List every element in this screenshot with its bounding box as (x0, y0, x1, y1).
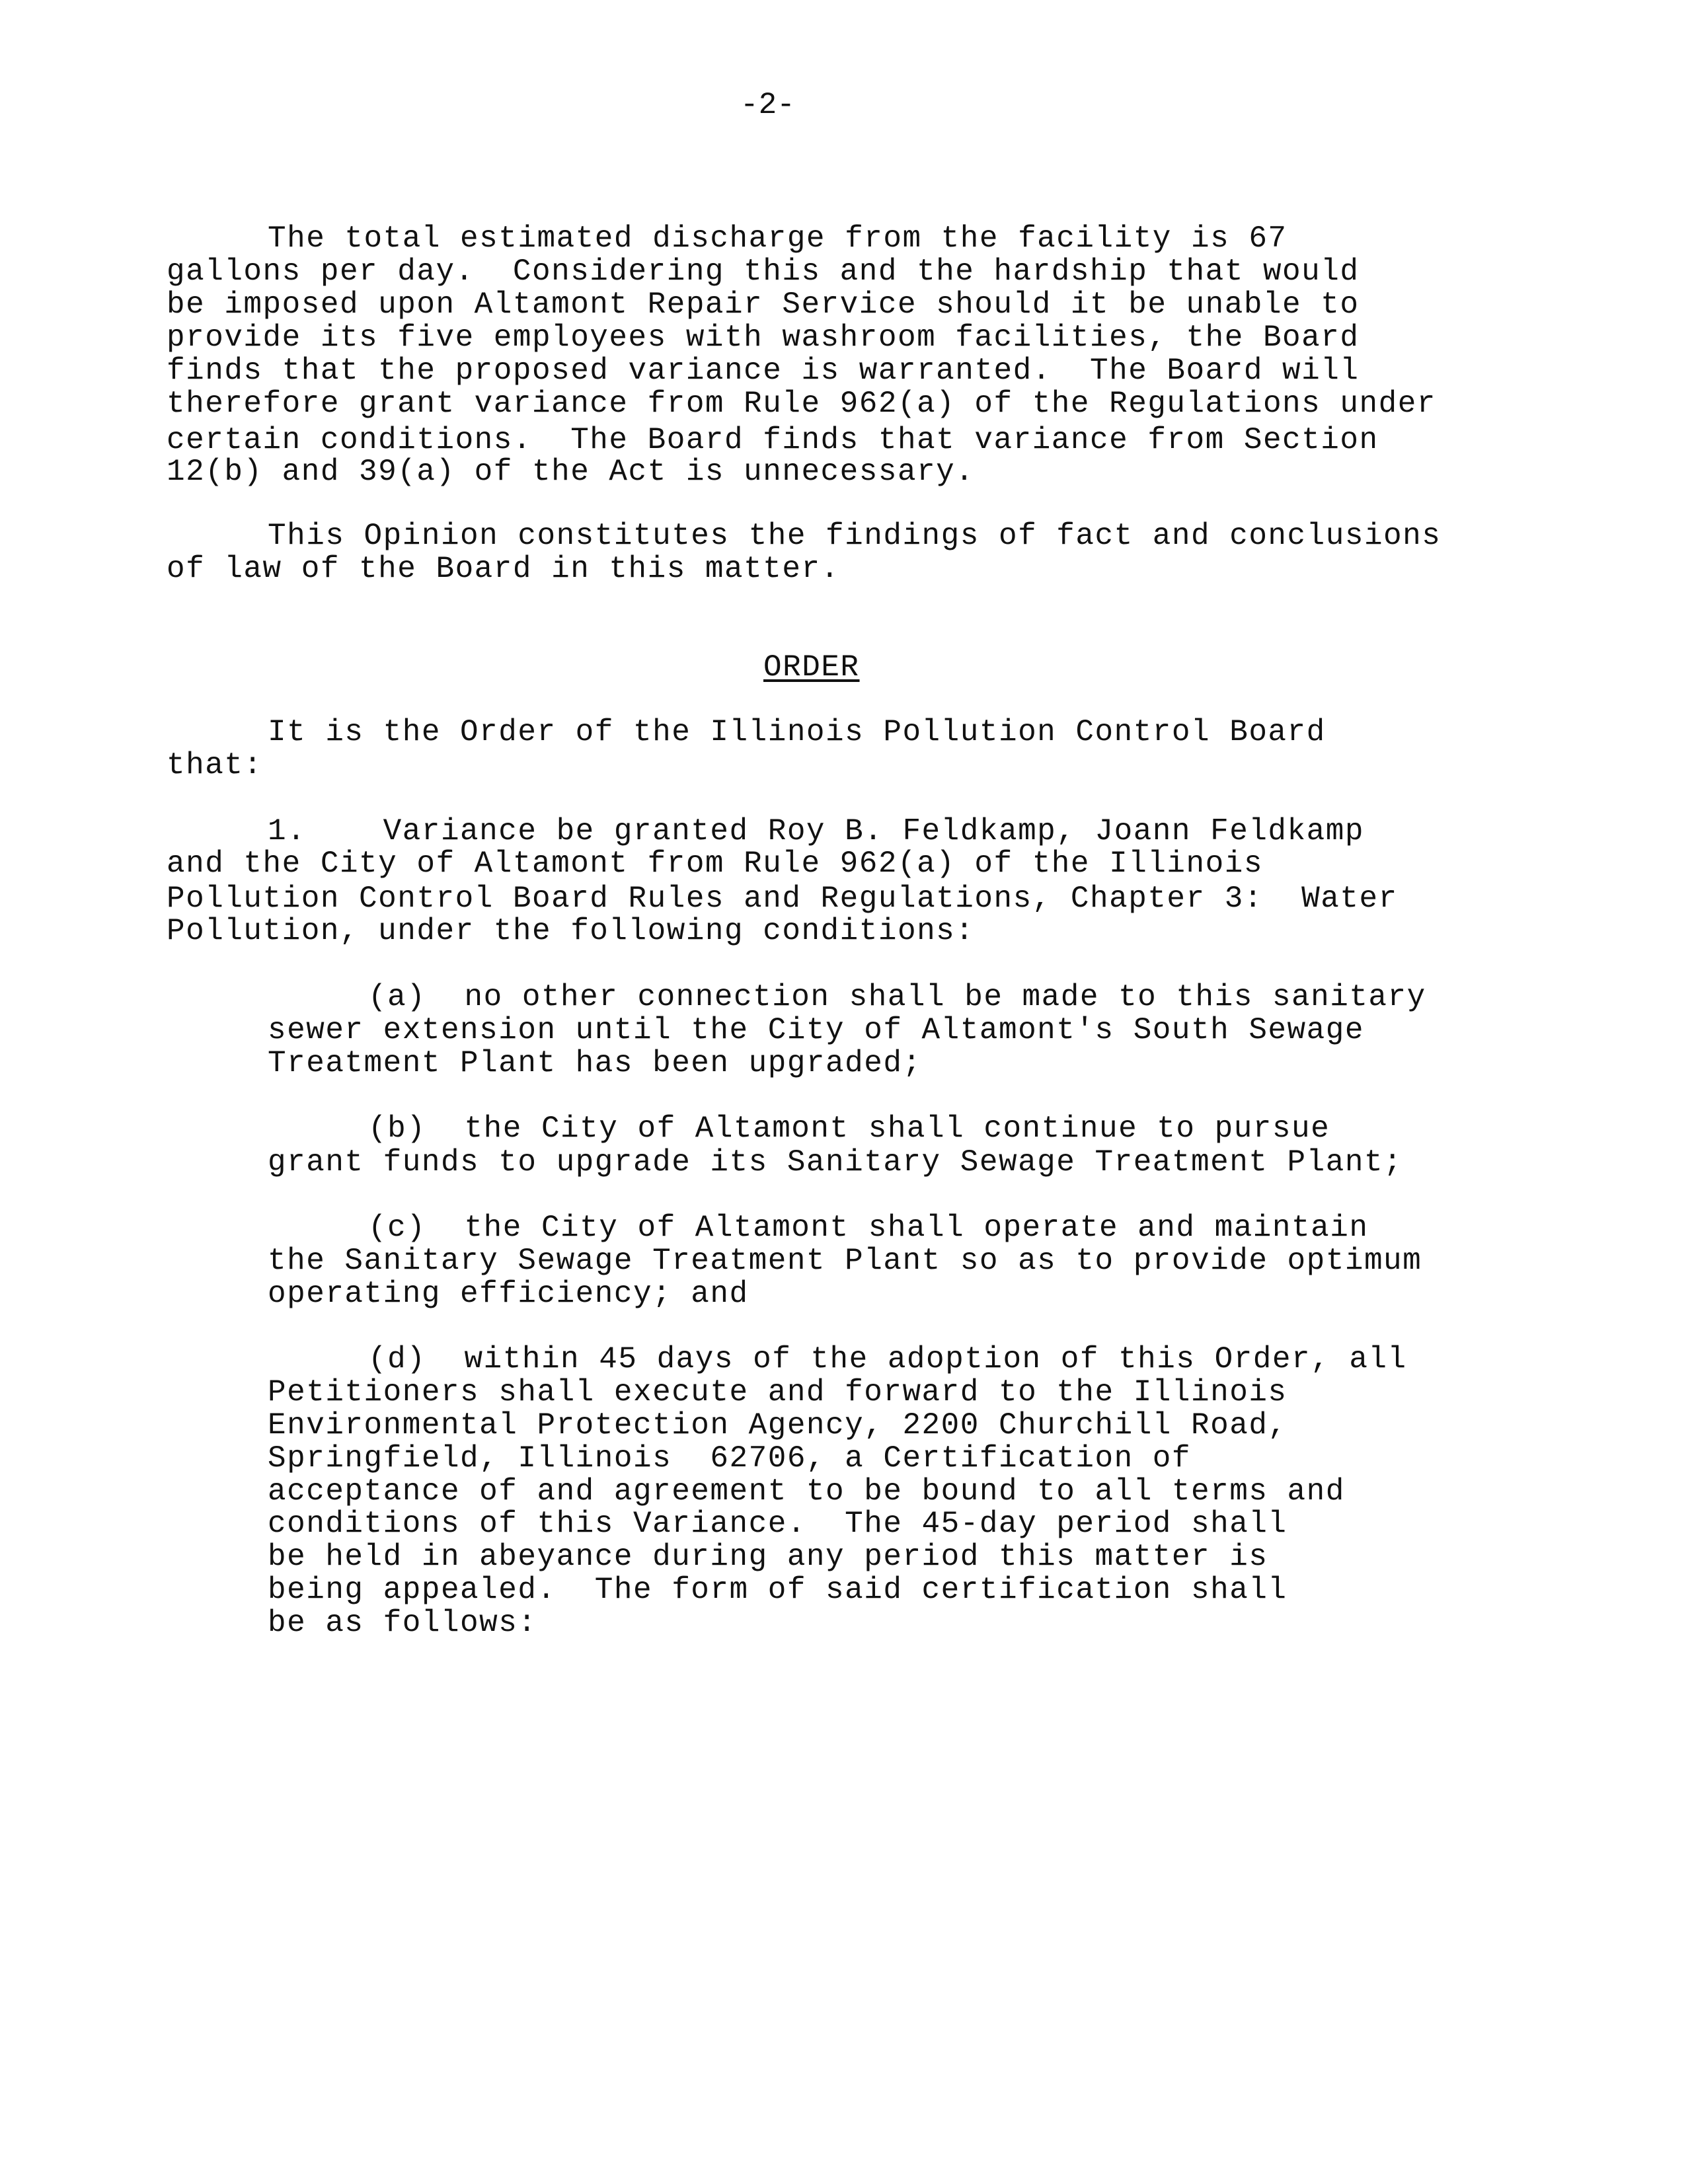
order-intro-line: It is the Order of the Illinois Pollution Control Board (268, 715, 1326, 749)
paragraph-1-line: provide its five employees with washroom facilities, the Board (167, 320, 1360, 355)
condition-b-line: grant funds to upgrade its Sanitary Sewage Treatment Plant; (268, 1145, 1403, 1180)
condition-c-line: (c) the City of Altamont shall operate and maintain (368, 1211, 1369, 1245)
paragraph-1-line: therefore grant variance from Rule 962(a) of the Regulations under (167, 387, 1436, 421)
condition-d-line: Petitioners shall execute and forward to the Illinois (268, 1375, 1288, 1410)
condition-a-line: sewer extension until the City of Altamont's South Sewage (268, 1013, 1364, 1047)
order-item-1-line: 1. Variance be granted Roy B. Feldkamp, Joann Feldkamp (268, 814, 1364, 848)
condition-d-line: Environmental Protection Agency, 2200 Churchill Road, (268, 1408, 1288, 1443)
condition-d-line: being appealed. The form of said certification shall (268, 1573, 1288, 1607)
condition-b-line: (b) the City of Altamont shall continue to pursue (368, 1111, 1330, 1146)
condition-d-line: be held in abeyance during any period this matter is (268, 1540, 1268, 1574)
order-heading: ORDER (763, 650, 860, 685)
paragraph-1-line: finds that the proposed variance is warranted. The Board will (167, 354, 1360, 388)
paragraph-1-line: The total estimated discharge from the facility is 67 (268, 221, 1288, 256)
page-number: -2- (740, 88, 795, 122)
order-intro-line: that: (167, 748, 263, 782)
order-item-1-line: Pollution, under the following conditions: (167, 914, 975, 948)
condition-c-line: the Sanitary Sewage Treatment Plant so as to provide optimum (268, 1244, 1422, 1278)
paragraph-1-line: be imposed upon Altamont Repair Service should it be unable to (167, 287, 1360, 322)
paragraph-2-line: This Opinion constitutes the findings of fact and conclusions (268, 519, 1442, 553)
order-item-1-line: Pollution Control Board Rules and Regulations, Chapter 3: Water (167, 882, 1398, 916)
order-item-1-line: and the City of Altamont from Rule 962(a) of the Illinois (167, 847, 1263, 881)
paragraph-2-line: of law of the Board in this matter. (167, 552, 840, 586)
condition-a-line: (a) no other connection shall be made to this sanitary (368, 980, 1426, 1014)
paragraph-1-line: 12(b) and 39(a) of the Act is unnecessary. (167, 455, 975, 489)
condition-d-line: be as follows: (268, 1606, 537, 1640)
paragraph-1-line: gallons per day. Considering this and the hardship that would (167, 254, 1360, 289)
paragraph-1-line: certain conditions. The Board finds that variance from Section (167, 423, 1379, 457)
condition-d-line: conditions of this Variance. The 45-day period shall (268, 1507, 1288, 1541)
condition-d-line: acceptance of and agreement to be bound to all terms and (268, 1474, 1345, 1509)
condition-a-line: Treatment Plant has been upgraded; (268, 1046, 922, 1080)
condition-c-line: operating efficiency; and (268, 1277, 749, 1311)
condition-d-line: Springfield, Illinois 62706, a Certification of (268, 1441, 1192, 1476)
condition-d-line: (d) within 45 days of the adoption of this Order, all (368, 1342, 1407, 1376)
